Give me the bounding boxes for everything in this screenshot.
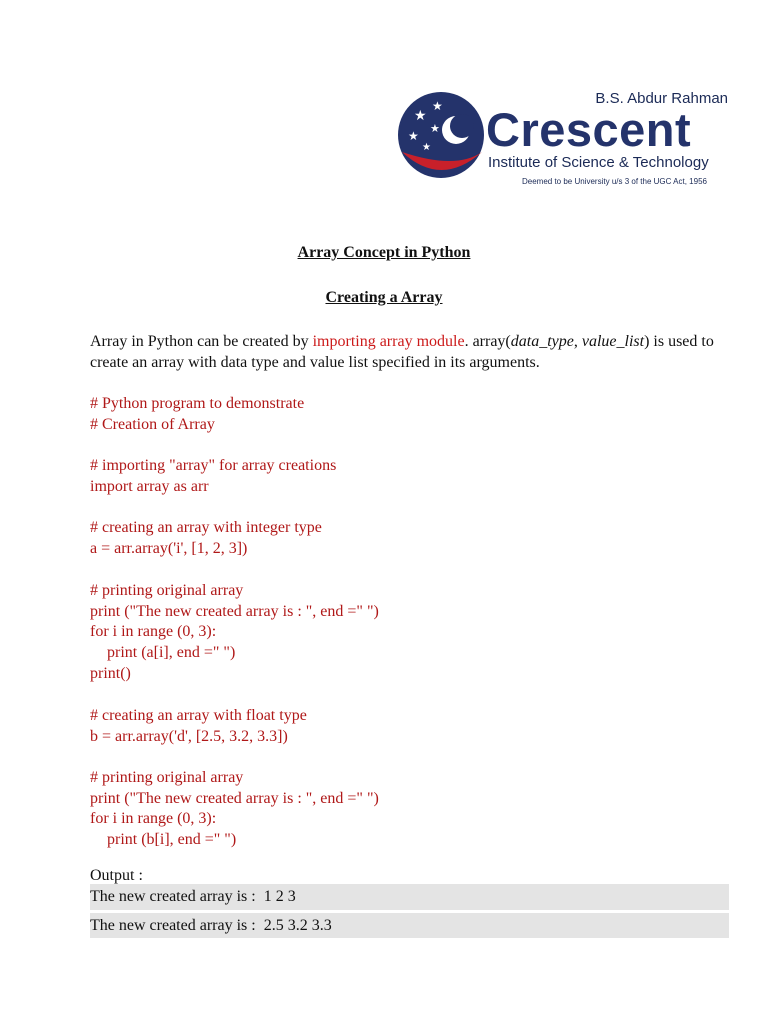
svg-text:★: ★	[430, 123, 440, 135]
code-line: print (b[i], end =" ")	[107, 831, 237, 849]
code-line: # Python program to demonstrate	[90, 395, 305, 412]
code-line: # printing original array	[90, 582, 244, 599]
svg-text:★: ★	[432, 99, 443, 113]
code-line: # creating an array with float type	[90, 707, 307, 724]
code-line: b = arr.array('d', [2.5, 3.2, 3.3])	[90, 727, 288, 745]
code-block-4	[90, 581, 730, 684]
svg-text:★: ★	[422, 142, 431, 153]
code-line: for i in range (0, 3):	[90, 623, 217, 641]
code-line: print()	[90, 664, 131, 682]
code-block-3	[90, 518, 730, 559]
logo-top-line: B.S. Abdur Rahman	[595, 90, 728, 107]
output-line-2: The new created array is : 2.5 3.2 3.3	[90, 913, 729, 938]
code-line: for i in range (0, 3):	[90, 810, 217, 828]
code-block-2	[90, 456, 730, 497]
code-line: print (a[i], end =" ")	[107, 644, 236, 662]
institution-logo	[396, 86, 732, 188]
logo-brand-name: Crescent	[486, 103, 692, 156]
code-line: # printing original array	[90, 769, 244, 786]
crescent-emblem-icon	[396, 90, 486, 186]
code-line: a = arr.array('i', [1, 2, 3])	[90, 539, 248, 557]
code-line: import array as arr	[90, 477, 209, 495]
output-line-1: The new created array is : 1 2 3	[90, 884, 729, 910]
code-line: print ("The new created array is : ", end =" ")	[90, 602, 379, 620]
output-label: Output :	[90, 867, 143, 884]
intro-paragraph: Array in Python can be created by importing array module. array(data_type, value_list) is used to create an array with data type and value list specified in its arguments.	[90, 333, 714, 371]
code-block-5	[90, 706, 730, 747]
section-title: Creating a Array	[325, 289, 443, 306]
code-block-1	[90, 394, 730, 435]
code-line: # Creation of Array	[90, 415, 215, 433]
code-block-6	[90, 768, 730, 851]
code-line: # importing "array" for array creations	[90, 457, 337, 474]
svg-text:★: ★	[408, 129, 419, 143]
intro-highlight: importing array module	[312, 333, 465, 350]
logo-subtitle: Institute of Science & Technology	[488, 154, 709, 171]
svg-text:★: ★	[414, 109, 427, 124]
page-title: Array Concept in Python	[297, 244, 471, 261]
code-line: print ("The new created array is : ", end =" ")	[90, 789, 379, 807]
code-line: # creating an array with integer type	[90, 519, 322, 536]
logo-note: Deemed to be University u/s 3 of the UGC Act, 1956	[522, 177, 707, 186]
